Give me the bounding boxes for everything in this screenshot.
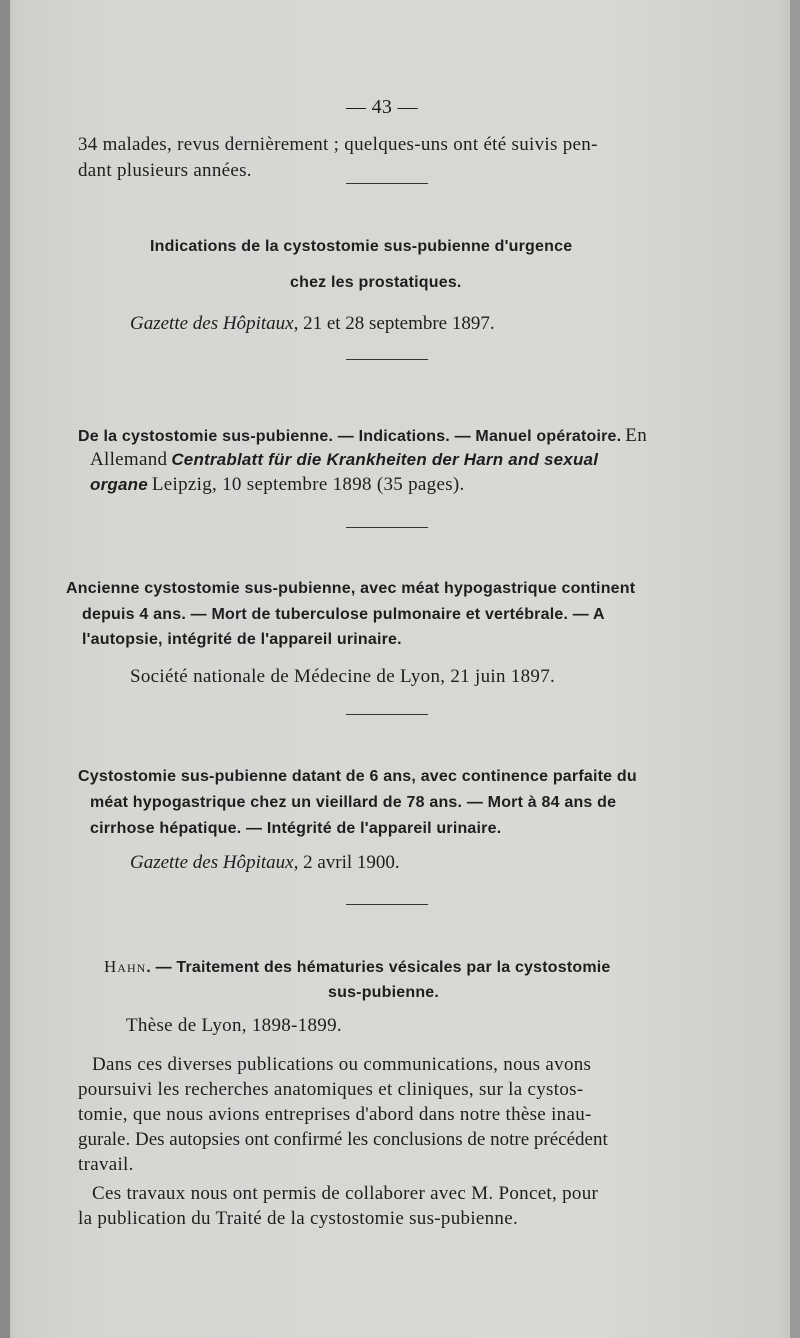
entry2-line-2 [90,449,598,471]
divider-1 [346,183,428,184]
entry3-source: Société nationale de Médecine de Lyon, 21 juin 1897. [130,666,556,687]
divider-3 [346,527,428,528]
entry1-journal: Gazette des Hôpitaux, [130,313,299,334]
entry1-citation [130,313,495,335]
entry5-title: . — Traitement des hématuries vésicales par la cystostomie [146,959,611,976]
entry5-title-line-1 [104,957,611,977]
entry2-place-date: Leipzig, 10 septembre 1898 (35 pages). [151,474,465,495]
conclusion-p2-line-2: la publication du Traité de la cystostomie sus-pubienne. [78,1208,519,1229]
entry2-line-1 [78,425,647,447]
entry2-line-3 [90,474,465,496]
entry4-citation [130,852,400,874]
entry1-date: 21 et 28 septembre 1897. [303,313,495,334]
page-edge-left [0,0,10,1338]
entry5-title-line-2: sus-pubienne. [328,984,440,1001]
conclusion-p1-line-5: travail. [78,1154,134,1175]
entry2-language: Allemand [90,449,168,470]
entry3-line-1: Ancienne cystostomie sus-pubienne, avec méat hypogastrique continent [66,580,636,597]
divider-2 [346,359,428,360]
entry4-line-1: Cystostomie sus-pubienne datant de 6 ans, avec continence parfaite du [78,768,637,785]
entry2-journal: Centrablatt für die Krankheiten der Harn and sexual [171,450,599,469]
page-number: — 43 — [346,96,418,118]
conclusion-p1-line-1: Dans ces diverses publications ou communications, nous avons [92,1054,592,1075]
divider-4 [346,714,428,715]
entry2-title: De la cystostomie sus-pubienne. — Indications. — Manuel opératoire. [78,428,622,445]
entry4-line-2: méat hypogastrique chez un vieillard de 78 ans. — Mort à 84 ans de [90,794,617,811]
conclusion-p2-line-1: Ces travaux nous ont permis de collaborer avec M. Poncet, pour [92,1183,599,1204]
entry2-line-1-tail: En [625,425,648,446]
entry1-title-line-1: Indications de la cystostomie sus-pubienne d'urgence [150,238,573,255]
entry5-author: Hahn [104,957,147,976]
entry5-source: Thèse de Lyon, 1898-1899. [126,1015,342,1036]
entry4-journal: Gazette des Hôpitaux, [130,852,299,873]
entry1-title-line-2: chez les prostatiques. [290,274,462,291]
entry4-date: 2 avril 1900. [303,852,400,873]
intro-line-1: 34 malades, revus dernièrement ; quelques-uns ont été suivis pen- [78,134,598,155]
entry4-line-3: cirrhose hépatique. — Intégrité de l'appareil urinaire. [90,820,502,837]
intro-line-2: dant plusieurs années. [78,160,252,181]
conclusion-p1-line-2: poursuivi les recherches anatomiques et cliniques, sur la cystos- [78,1079,584,1100]
entry3-line-3: l'autopsie, intégrité de l'appareil urinaire. [82,631,402,648]
entry2-journal-end: organe [90,475,148,494]
divider-5 [346,904,428,905]
conclusion-p1-line-3: tomie, que nous avions entreprises d'abord dans notre thèse inau- [78,1104,592,1125]
conclusion-p1-line-4: gurale. Des autopsies ont confirmé les conclusions de notre précédent [78,1129,608,1150]
entry3-line-2: depuis 4 ans. — Mort de tuberculose pulmonaire et vertébrale. — A [82,606,605,623]
page-edge-right [790,0,800,1338]
